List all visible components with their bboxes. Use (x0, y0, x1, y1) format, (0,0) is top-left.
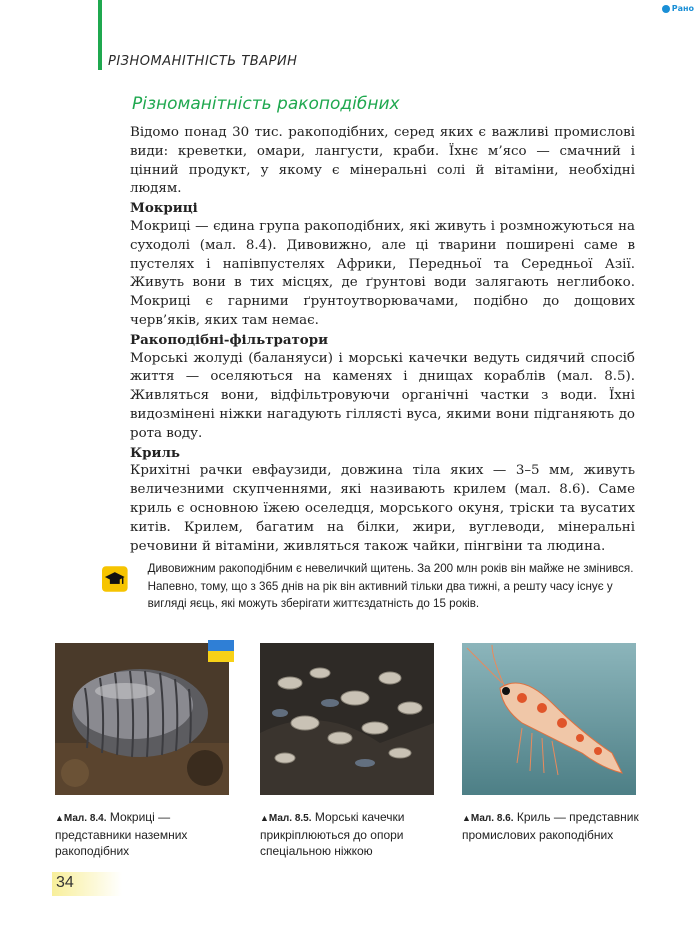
subheading: Криль (130, 444, 181, 461)
figure-caption (55, 809, 235, 859)
figure-caption-text: Криль — представник промислових ракоподібних (462, 810, 639, 842)
subheading: Мокриці (130, 200, 198, 217)
header-accent-bar (98, 0, 102, 70)
logo-dot-icon (662, 5, 670, 13)
subheading: Ракоподібні-фільтратори (130, 331, 329, 348)
krill-photo (462, 643, 636, 795)
figure-caption (462, 809, 642, 843)
logo-text: Рано (671, 4, 694, 13)
figure-label: Мал. 8.5. (268, 813, 312, 824)
figure-8-6 (462, 643, 642, 843)
triangle-icon: ▲ (260, 813, 269, 823)
figure-label: Мал. 8.6. (470, 813, 514, 824)
body-text (130, 124, 635, 556)
paragraph: Відомо понад 30 тис. ракоподібних, серед яких є важливі промислові види: креветки, омари, лангусти, краби. Їхнє м’ясо — смачний і цінний продукт, у якому є мінеральні солі й вітаміни, необхідні людям. (130, 125, 635, 197)
figure-8-4 (55, 643, 235, 859)
figure-label: Мал. 8.4. (63, 813, 107, 824)
barnacles-photo (260, 643, 434, 795)
figure-caption-text: Мокриці — представники наземних ракоподібних (55, 810, 188, 858)
note-text: Дивовижним ракоподібним є невеличкий щитень. За 200 млн років він майже не змінився. Напевно, тому, що з 365 днів на рік він активний тільки два тижні, а решту часу існує у вигляді яєць, які можуть зберігати життєздатність до 15 років. (147, 562, 634, 610)
triangle-icon: ▲ (462, 813, 471, 823)
interesting-fact-note (100, 560, 640, 613)
section-header: РІЗНОМАНІТНІСТЬ ТВАРИН (108, 54, 298, 69)
figure-8-5 (260, 643, 440, 859)
publisher-logo (662, 4, 694, 13)
page-title: Різноманітність ракоподібних (132, 94, 400, 114)
triangle-icon: ▲ (55, 813, 64, 823)
page-number: 34 (56, 874, 74, 891)
paragraph: Крихітні рачки евфаузиди, довжина тіла яких — 3–5 мм, живуть величезними скупченнями, які називають крилем (мал. 8.6). Саме криль є основною їжею оселедця, морського окуня, тріски та вусатих китів. Крилем, багатим на білки, жири, вуглеводи, мінеральні речовини й вітаміни, живляться також чайки, пінгвіни та людина. (130, 463, 635, 554)
graduation-cap-icon (102, 566, 128, 592)
page-number-band (52, 872, 122, 896)
paragraph: Морські жолуді (баланяуси) і морські качечки ведуть сидячий спосіб життя — оселяються на каменях і днищах кораблів (мал. 8.5). Живляться вони, відфільтровуючи органічні частки з води. Їхні видозмінені ніжки нагадують гіллясті вуса, якими вони підганяють до рота воду. (130, 350, 635, 441)
paragraph: Мокриці — єдина група ракоподібних, які живуть і розмножуються на суходолі (мал. 8.4). Дивовижно, але ці тварини поширені саме в пустелях і напівпустелях Африки, Передньої та Середньої Азії. Живуть вони в тих місцях, де ґрунтові води залягають неглибоко. Мокриці є гарними ґрунтоутворювачами, подібно до дощових черв’яків, яких там немає. (130, 218, 635, 328)
figure-caption-text: Морські качечки прикріплюються до опори спеціальною ніжкою (260, 810, 405, 858)
ukraine-flag-icon (208, 640, 234, 662)
figure-caption (260, 809, 440, 859)
woodlouse-photo (55, 643, 229, 795)
